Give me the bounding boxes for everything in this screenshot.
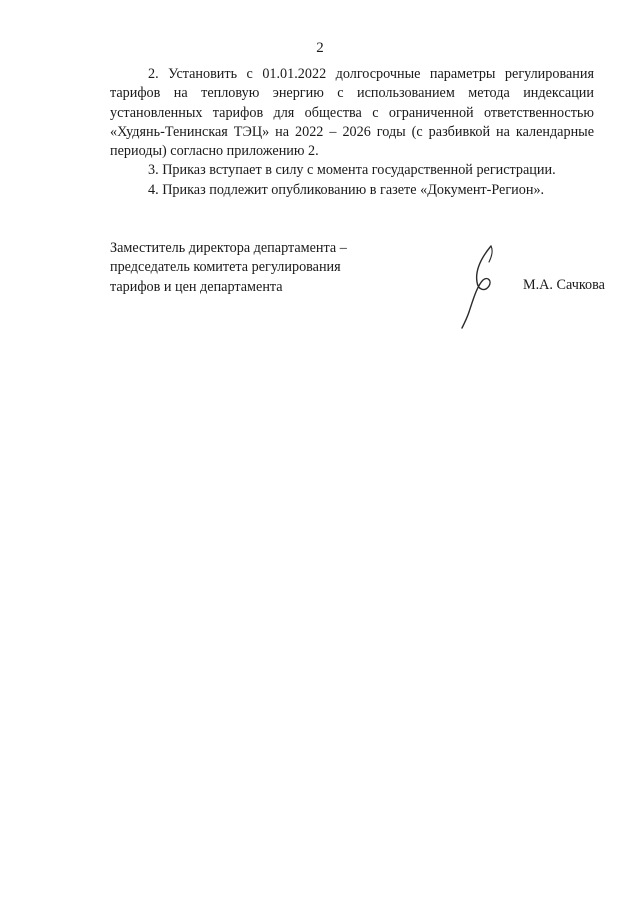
handwritten-signature-icon: [455, 240, 515, 332]
signer-position: [110, 239, 410, 297]
order-body: [110, 65, 594, 200]
position-line: Заместитель директора департамента –: [110, 240, 347, 256]
position-line: председатель комитета регулирования: [110, 259, 341, 276]
page-number: 2: [316, 40, 324, 56]
paragraph-4: 4. Приказ подлежит опубликованию в газете «Документ-Регион».: [148, 181, 545, 198]
signer-name: М.А. Сачкова: [523, 277, 605, 293]
paragraph-2: 2. Установить с 01.01.2022 долгосрочные параметры регулирования тарифов на тепловую энергию с использованием метода индексации установленных тарифов для общества с ограниченной ответственностью «Худянь-Тенинская ТЭЦ» на 2022 – 2026 годы (с разбивкой на календарные периоды) согласно приложению 2.: [110, 66, 594, 160]
paragraph-3: 3. Приказ вступает в силу с момента государственной регистрации.: [148, 162, 556, 179]
position-line: тарифов и цен департамента: [110, 278, 283, 295]
